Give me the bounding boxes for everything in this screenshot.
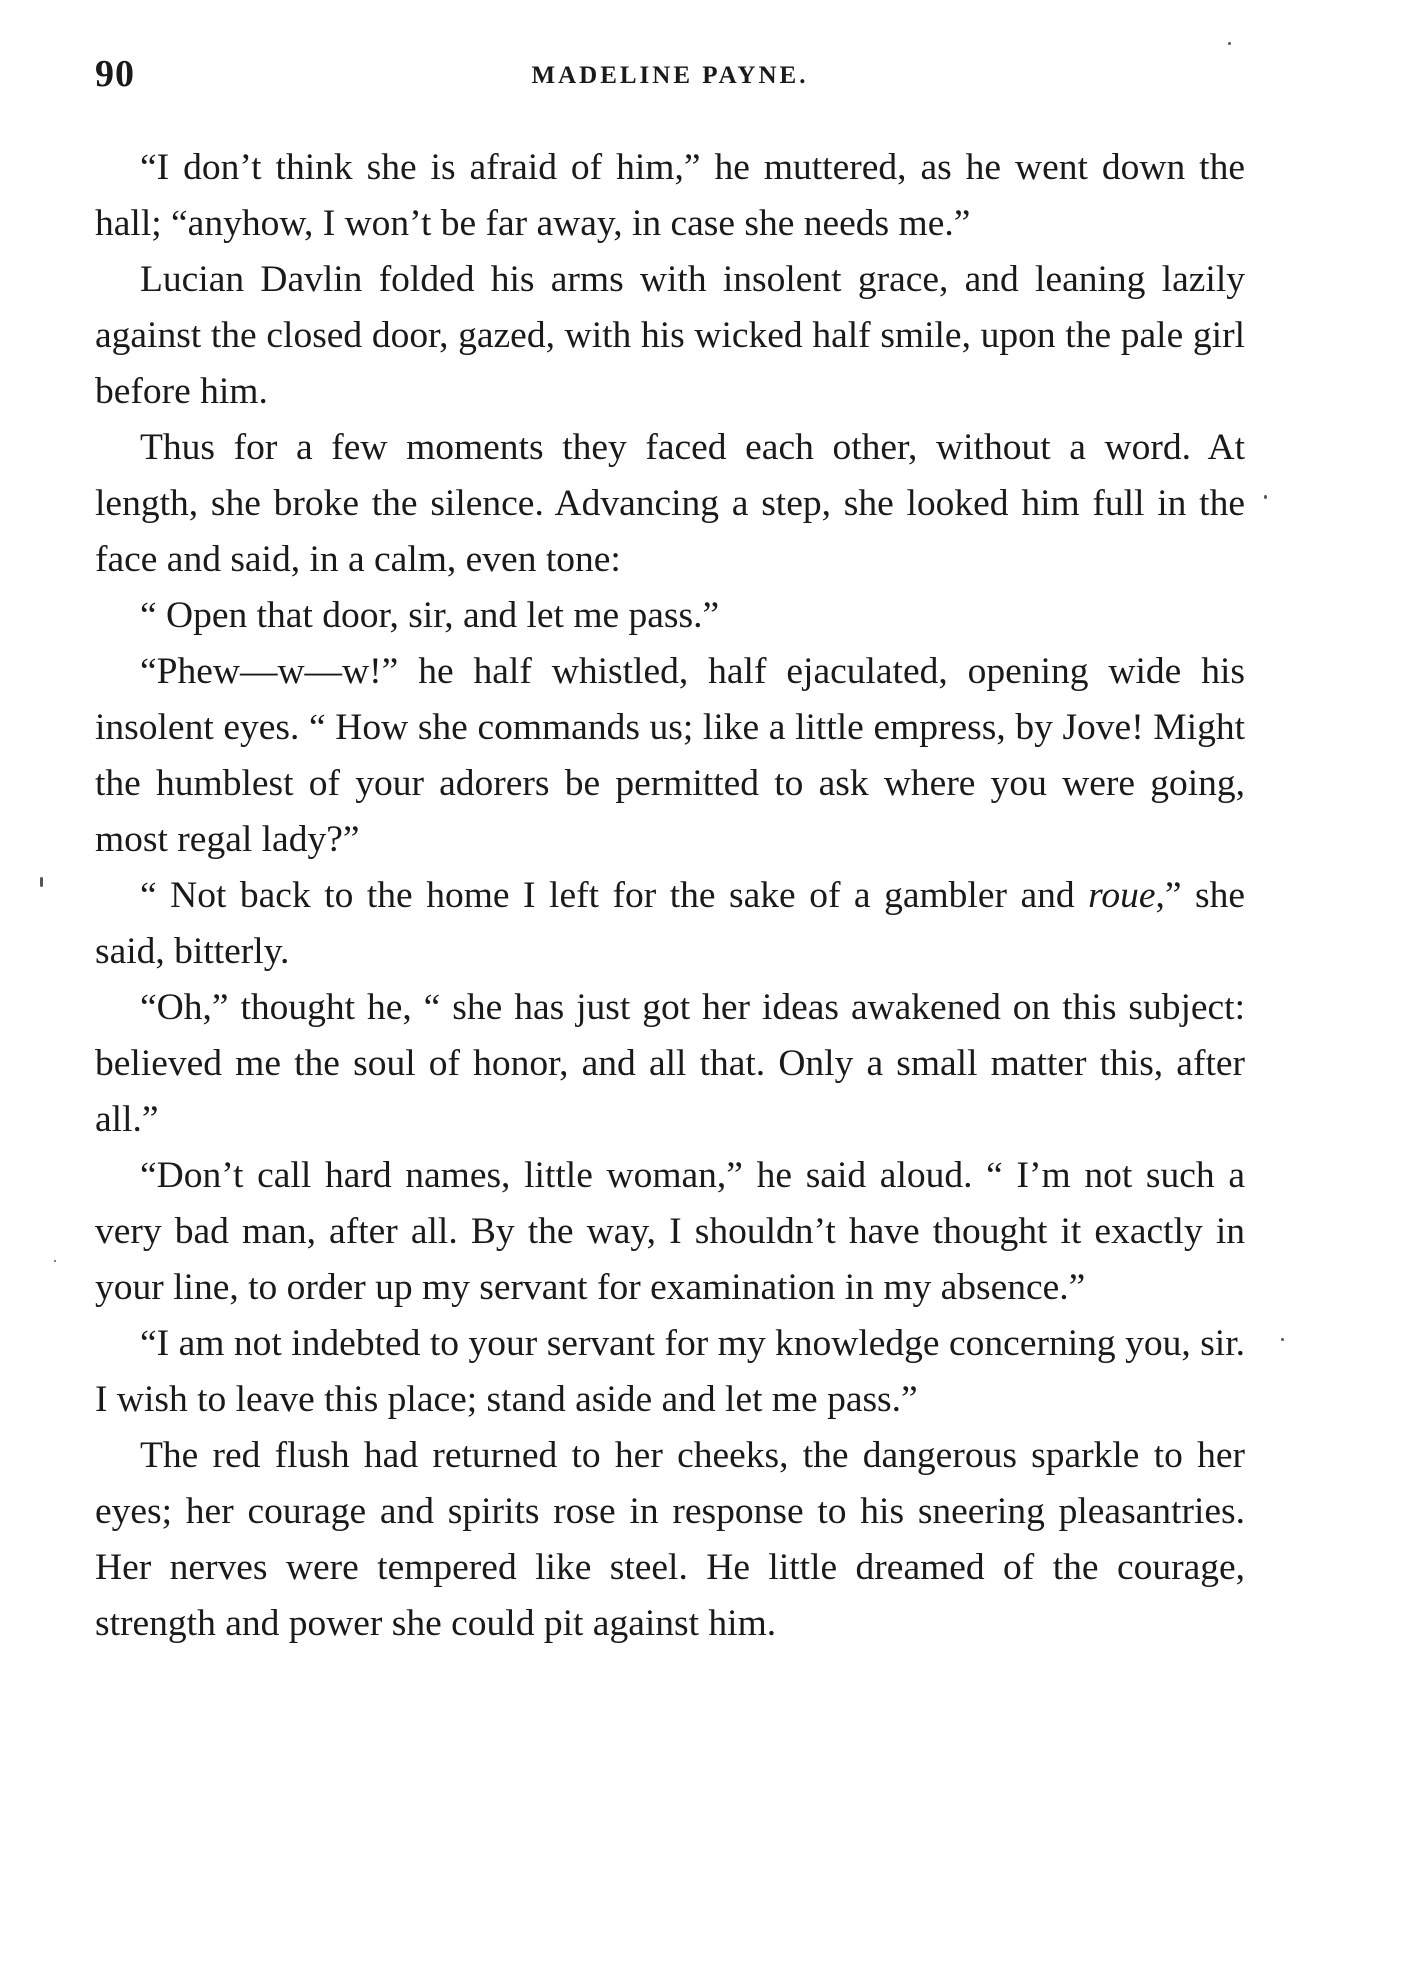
body-text bbox=[95, 140, 1245, 1652]
paragraph bbox=[95, 868, 1245, 980]
page-header bbox=[95, 52, 1245, 102]
paragraph-text: ,” she said, bitterly. bbox=[95, 875, 1245, 972]
print-speckle bbox=[54, 1260, 56, 1262]
paragraph: The red flush had returned to her cheeks, the dangerous sparkle to her eyes; her courage and spirits rose in response to his sneering pleasantries. Her nerves were tempered like steel. He little dreamed of the courage, strength and power she could pit against him. bbox=[95, 1435, 1245, 1644]
paragraph: Thus for a few moments they faced each other, without a word. At length, she broke the silence. Advancing a step, she looked him full in the face and said, in a calm, even tone: bbox=[95, 427, 1245, 580]
paragraph: “Don’t call hard names, little woman,” he said aloud. “ I’m not such a very bad man, after all. By the way, I shouldn’t have thought it exactly in your line, to order up my servant for examination in my absence.” bbox=[95, 1155, 1245, 1308]
print-speckle bbox=[40, 877, 43, 887]
paragraph-text: “ Not back to the home I left for the sake of a gambler and bbox=[140, 875, 1089, 916]
print-speckle bbox=[1264, 495, 1267, 499]
paragraph: “Phew—w—w!” he half whistled, half ejaculated, opening wide his insolent eyes. “ How she commands us; like a little empress, by Jove! Might the humblest of your adorers be permitted to ask where you were going, most regal lady?” bbox=[95, 651, 1245, 860]
paragraph: “I am not indebted to your servant for my knowledge concerning you, sir. I wish to leave this place; stand aside and let me pass.” bbox=[95, 1323, 1245, 1420]
italic-word: roue bbox=[1088, 875, 1156, 916]
print-speckle bbox=[1228, 42, 1231, 45]
print-speckle bbox=[1281, 1338, 1284, 1341]
running-title: MADELINE PAYNE. bbox=[531, 62, 809, 89]
paragraph: “Oh,” thought he, “ she has just got her ideas awakened on this subject: believed me the soul of honor, and all that. Only a small matter this, after all.” bbox=[95, 987, 1245, 1140]
paragraph: “ Open that door, sir, and let me pass.” bbox=[140, 595, 720, 636]
paragraph: “I don’t think she is afraid of him,” he muttered, as he went down the hall; “anyhow, I won’t be far away, in case she needs me.” bbox=[95, 147, 1245, 244]
page-number: 90 bbox=[95, 53, 135, 95]
paragraph: Lucian Davlin folded his arms with insolent grace, and leaning lazily against the closed door, gazed, with his wicked half smile, upon the pale girl before him. bbox=[95, 259, 1245, 412]
